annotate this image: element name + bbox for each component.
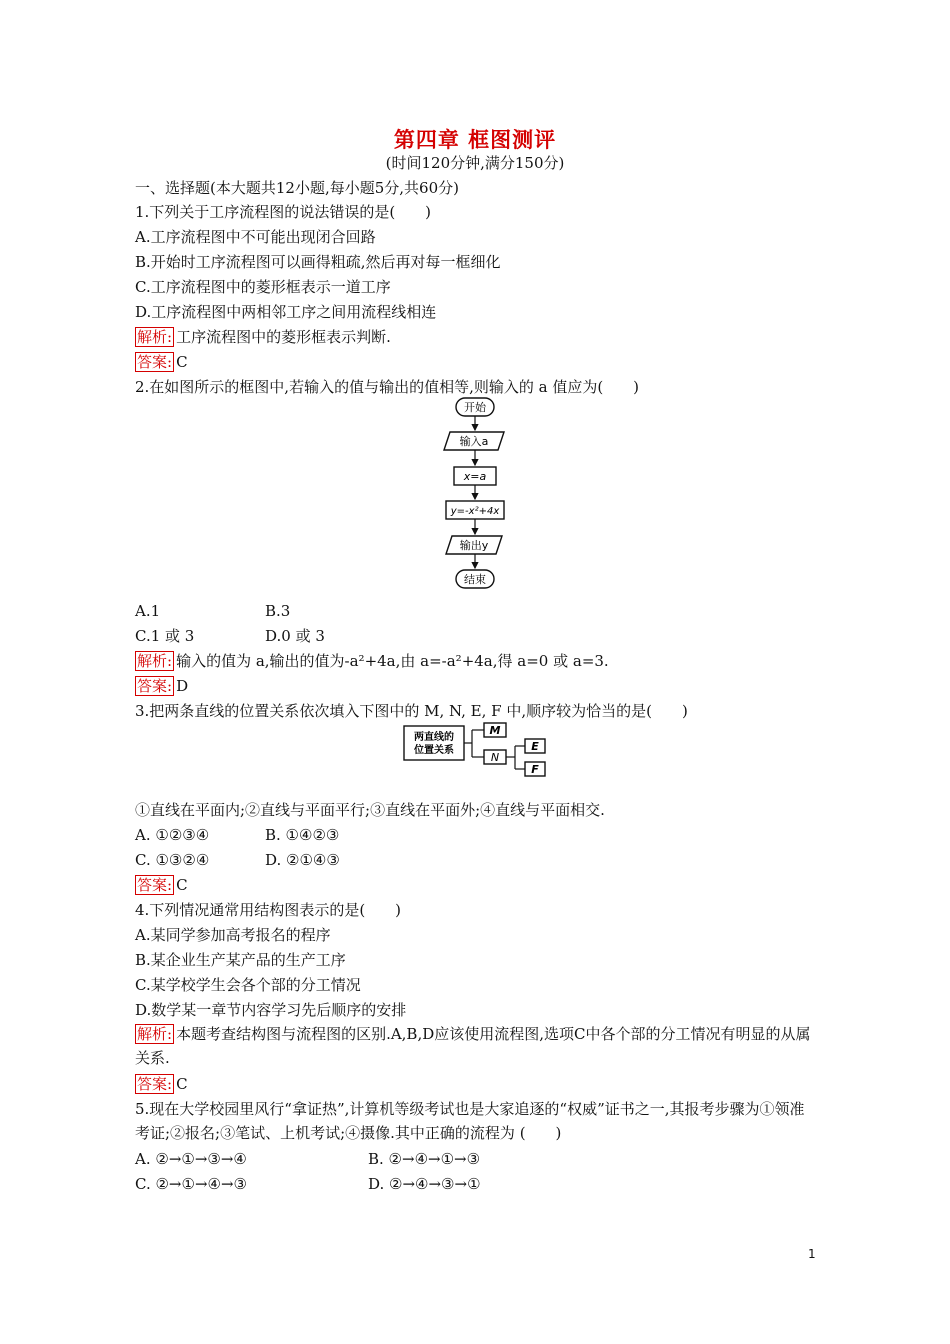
analysis-tag: 解析: bbox=[137, 328, 173, 346]
q3-option-b: B. ①④②③ bbox=[265, 826, 340, 844]
q2-option-c: C.1 或 3 bbox=[135, 627, 195, 645]
q1-answer-text: C bbox=[176, 353, 188, 371]
q2-option-d: D.0 或 3 bbox=[265, 627, 325, 645]
page-subtitle: (时间120分钟,满分150分) bbox=[385, 154, 565, 172]
q1-option-d: D.工序流程图中两相邻工序之间用流程线相连 bbox=[135, 303, 437, 321]
answer-tag: 答案: bbox=[137, 1075, 173, 1093]
q3-answer-text: C bbox=[176, 876, 188, 894]
q5-stem: 5.现在大学校园里风行“拿证热”,计算机等级考试也是大家追逐的“权威”证书之一,其报考步骤为①领准考证;②报名;③笔试、上机考试;④摄像.其中正确的流程为 ( ) bbox=[135, 1100, 805, 1142]
page-title: 第四章 框图测评 bbox=[393, 128, 557, 152]
q5-option-b: B. ②→④→①→③ bbox=[368, 1150, 481, 1168]
q5-option-d: D. ②→④→③→① bbox=[368, 1175, 481, 1193]
q2-option-a: A.1 bbox=[135, 602, 161, 620]
answer-tag: 答案: bbox=[137, 353, 173, 371]
flow-end-label: 结束 bbox=[464, 573, 486, 586]
flow-start-label: 开始 bbox=[464, 401, 486, 414]
q2-answer bbox=[135, 676, 188, 696]
q4-analysis bbox=[135, 1022, 815, 1070]
q4-option-c: C.某学校学生会各个部的分工情况 bbox=[135, 976, 361, 994]
q3-structure-diagram bbox=[400, 720, 555, 780]
q2-analysis bbox=[135, 651, 609, 671]
diagram-root-label-2: 位置关系 bbox=[414, 745, 454, 756]
section-heading: 一、选择题(本大题共12小题,每小题5分,共60分) bbox=[135, 179, 459, 197]
flow-input-label: 输入a bbox=[459, 435, 489, 448]
analysis-tag: 解析: bbox=[137, 1025, 173, 1043]
flow-output-label: 输出y bbox=[459, 539, 489, 552]
q1-option-c: C.工序流程图中的菱形框表示一道工序 bbox=[135, 278, 391, 296]
q3-option-c: C. ①③②④ bbox=[135, 851, 210, 869]
q1-answer bbox=[135, 352, 188, 372]
q2-answer-text: D bbox=[176, 677, 189, 695]
q4-answer-text: C bbox=[176, 1075, 188, 1093]
q1-analysis bbox=[135, 327, 391, 347]
flow-assign-label: x=a bbox=[463, 470, 487, 483]
analysis-tag: 解析: bbox=[137, 652, 173, 670]
q5-option-a: A. ②→①→③→④ bbox=[135, 1150, 247, 1168]
flow-compute-label: y=-x²+4x bbox=[450, 506, 500, 517]
answer-tag: 答案: bbox=[137, 677, 173, 695]
q1-option-b: B.开始时工序流程图可以画得粗疏,然后再对每一框细化 bbox=[135, 253, 501, 271]
diagram-e-label: E bbox=[531, 740, 539, 753]
q3-answer bbox=[135, 875, 188, 895]
q2-flowchart bbox=[440, 396, 515, 596]
q3-stem: 3.把两条直线的位置关系依次填入下图中的 M, N, E, F 中,顺序较为恰当的是( ) bbox=[135, 702, 688, 720]
page-number: 1 bbox=[808, 1247, 816, 1261]
q4-option-b: B.某企业生产某产品的生产工序 bbox=[135, 951, 346, 969]
q4-answer bbox=[135, 1074, 188, 1094]
q4-stem: 4.下列情况通常用结构图表示的是( ) bbox=[135, 901, 402, 919]
q1-option-a: A.工序流程图中不可能出现闭合回路 bbox=[135, 228, 376, 246]
q3-note: ①直线在平面内;②直线与平面平行;③直线在平面外;④直线与平面相交. bbox=[135, 801, 605, 819]
diagram-m-label: M bbox=[489, 724, 501, 737]
q3-option-d: D. ②①④③ bbox=[265, 851, 340, 869]
q3-option-a: A. ①②③④ bbox=[135, 826, 210, 844]
answer-tag: 答案: bbox=[137, 876, 173, 894]
q4-analysis-text: 本题考查结构图与流程图的区别.A,B,D应该使用流程图,选项C中各个部的分工情况有明显的从属关系. bbox=[135, 1025, 811, 1067]
q2-analysis-text: 输入的值为 a,输出的值为-a²+4a,由 a=-a²+4a,得 a=0 或 a=3. bbox=[176, 652, 609, 670]
q4-option-d: D.数学某一章节内容学习先后顺序的安排 bbox=[135, 1001, 407, 1019]
q5-option-c: C. ②→①→④→③ bbox=[135, 1175, 247, 1193]
q2-stem: 2.在如图所示的框图中,若输入的值与输出的值相等,则输入的 a 值应为( ) bbox=[135, 378, 640, 396]
q1-analysis-text: 工序流程图中的菱形框表示判断. bbox=[176, 328, 391, 346]
q4-option-a: A.某同学参加高考报名的程序 bbox=[135, 926, 331, 944]
q1-stem: 1.下列关于工序流程图的说法错误的是( ) bbox=[135, 203, 432, 221]
diagram-root-label-1: 两直线的 bbox=[414, 732, 454, 743]
diagram-f-label: F bbox=[531, 763, 539, 776]
diagram-n-label: N bbox=[490, 751, 500, 764]
q2-option-b: B.3 bbox=[265, 602, 291, 620]
